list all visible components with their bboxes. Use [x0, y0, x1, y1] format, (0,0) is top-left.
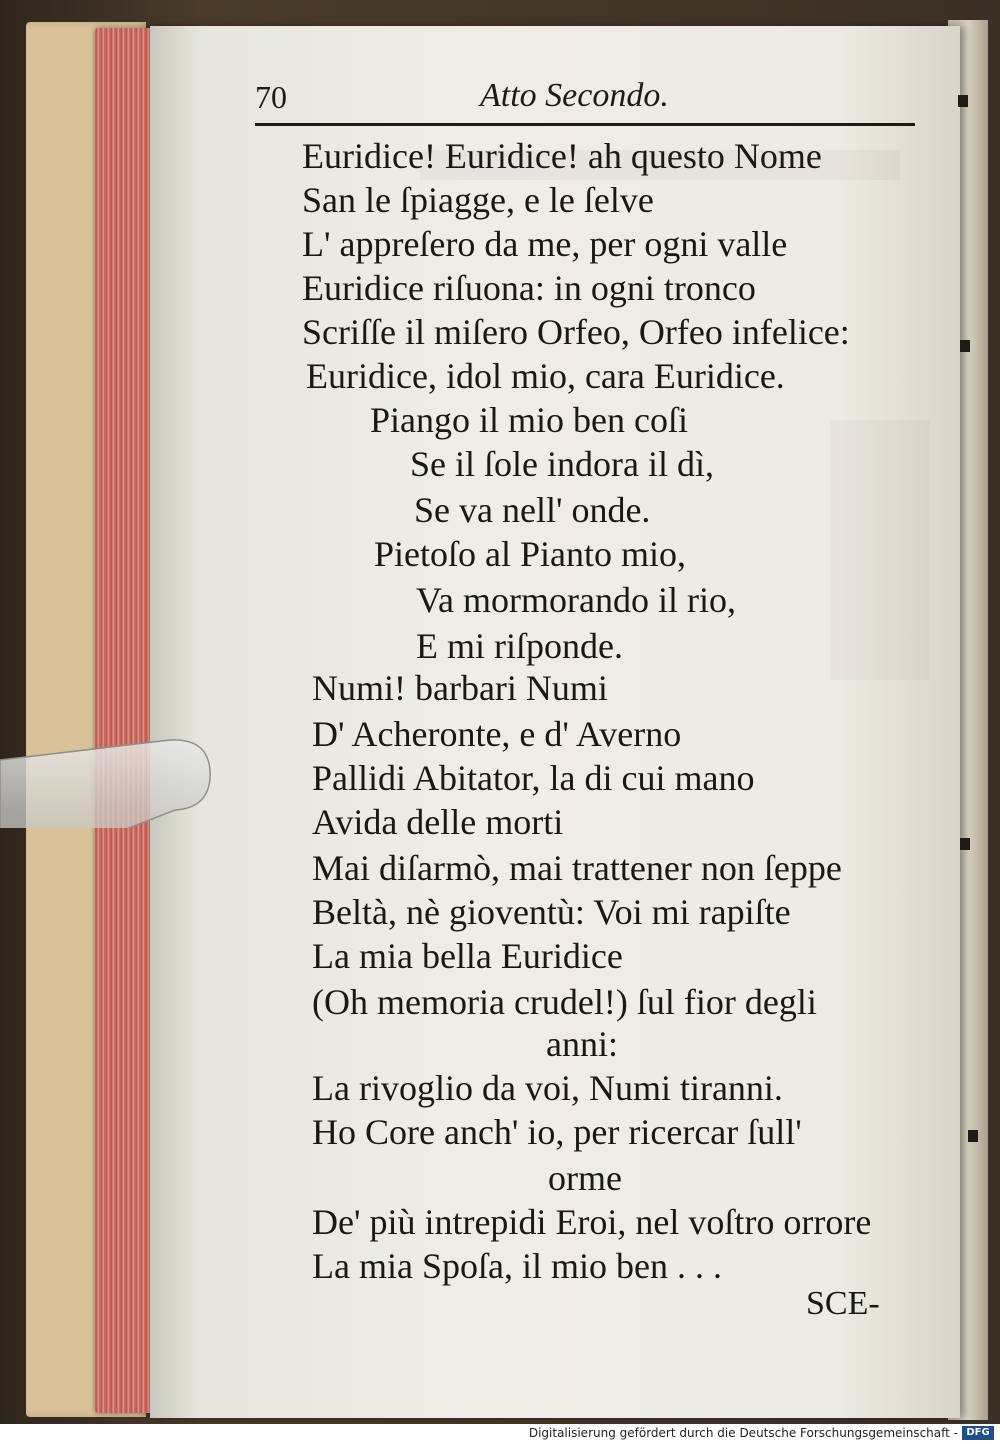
- running-head: Atto Secondo.: [480, 77, 669, 114]
- page-number: 70: [255, 79, 287, 115]
- binding-mark: [960, 838, 970, 850]
- page-holder-tab: [0, 738, 212, 828]
- text-line: Scriſſe il miſero Orfeo, Orfeo infelice:: [302, 312, 850, 352]
- text-line: La mia bella Euridice: [312, 936, 623, 976]
- page-header: [255, 75, 915, 130]
- text-line: Va mormorando il rio,: [416, 580, 736, 620]
- text-line: San le ſpiagge, e le ſelve: [302, 180, 654, 220]
- text-line: Numi! barbari Numi: [312, 668, 608, 708]
- binding-mark: [958, 95, 968, 107]
- text-line: Se il ſole indora il dì,: [410, 444, 714, 484]
- text-line: (Oh memoria crudel!) ſul fior degli: [312, 982, 817, 1022]
- text-line: Euridice! Euridice! ah questo Nome: [302, 136, 822, 176]
- text-line: D' Acheronte, e d' Averno: [312, 714, 682, 754]
- text-line: E mi riſponde.: [416, 626, 623, 666]
- binding-mark: [968, 1130, 978, 1142]
- show-through: [830, 420, 930, 680]
- header-rule: [255, 123, 915, 126]
- text-line: Pietoſo al Pianto mio,: [374, 534, 686, 574]
- text-line: Piango il mio ben coſi: [370, 400, 688, 440]
- text-line: anni:: [546, 1024, 618, 1064]
- text-line: Avida delle morti: [312, 802, 564, 842]
- footer-credit: Digitalisierung gefördert durch die Deutsche Forschungsgemeinschaft -: [528, 1426, 958, 1440]
- text-line: orme: [548, 1158, 622, 1198]
- text-line: De' più intrepidi Eroi, nel voſtro orrore: [312, 1202, 872, 1242]
- text-line: Euridice riſuona: in ogni tronco: [302, 268, 756, 308]
- text-line: Beltà, nè gioventù: Voi mi rapiſte: [312, 892, 791, 932]
- binding-mark: [960, 340, 970, 352]
- text-line: L' appreſero da me, per ogni valle: [302, 224, 788, 264]
- text-line: La mia Spoſa, il mio ben . . .: [312, 1246, 722, 1286]
- dfg-logo-icon: DFG: [962, 1426, 994, 1440]
- catchword: SCE-: [806, 1285, 880, 1322]
- text-line: Euridice, idol mio, cara Euridice.: [306, 356, 785, 396]
- text-line: La rivoglio da voi, Numi tiranni.: [312, 1068, 783, 1108]
- text-line: Se va nell' onde.: [414, 490, 651, 530]
- text-line: Pallidi Abitator, la di cui mano: [312, 758, 755, 798]
- text-line: Mai diſarmò, mai trattener non ſeppe: [312, 848, 842, 888]
- text-line: Ho Core anch' io, per ricercar ſull': [312, 1112, 802, 1152]
